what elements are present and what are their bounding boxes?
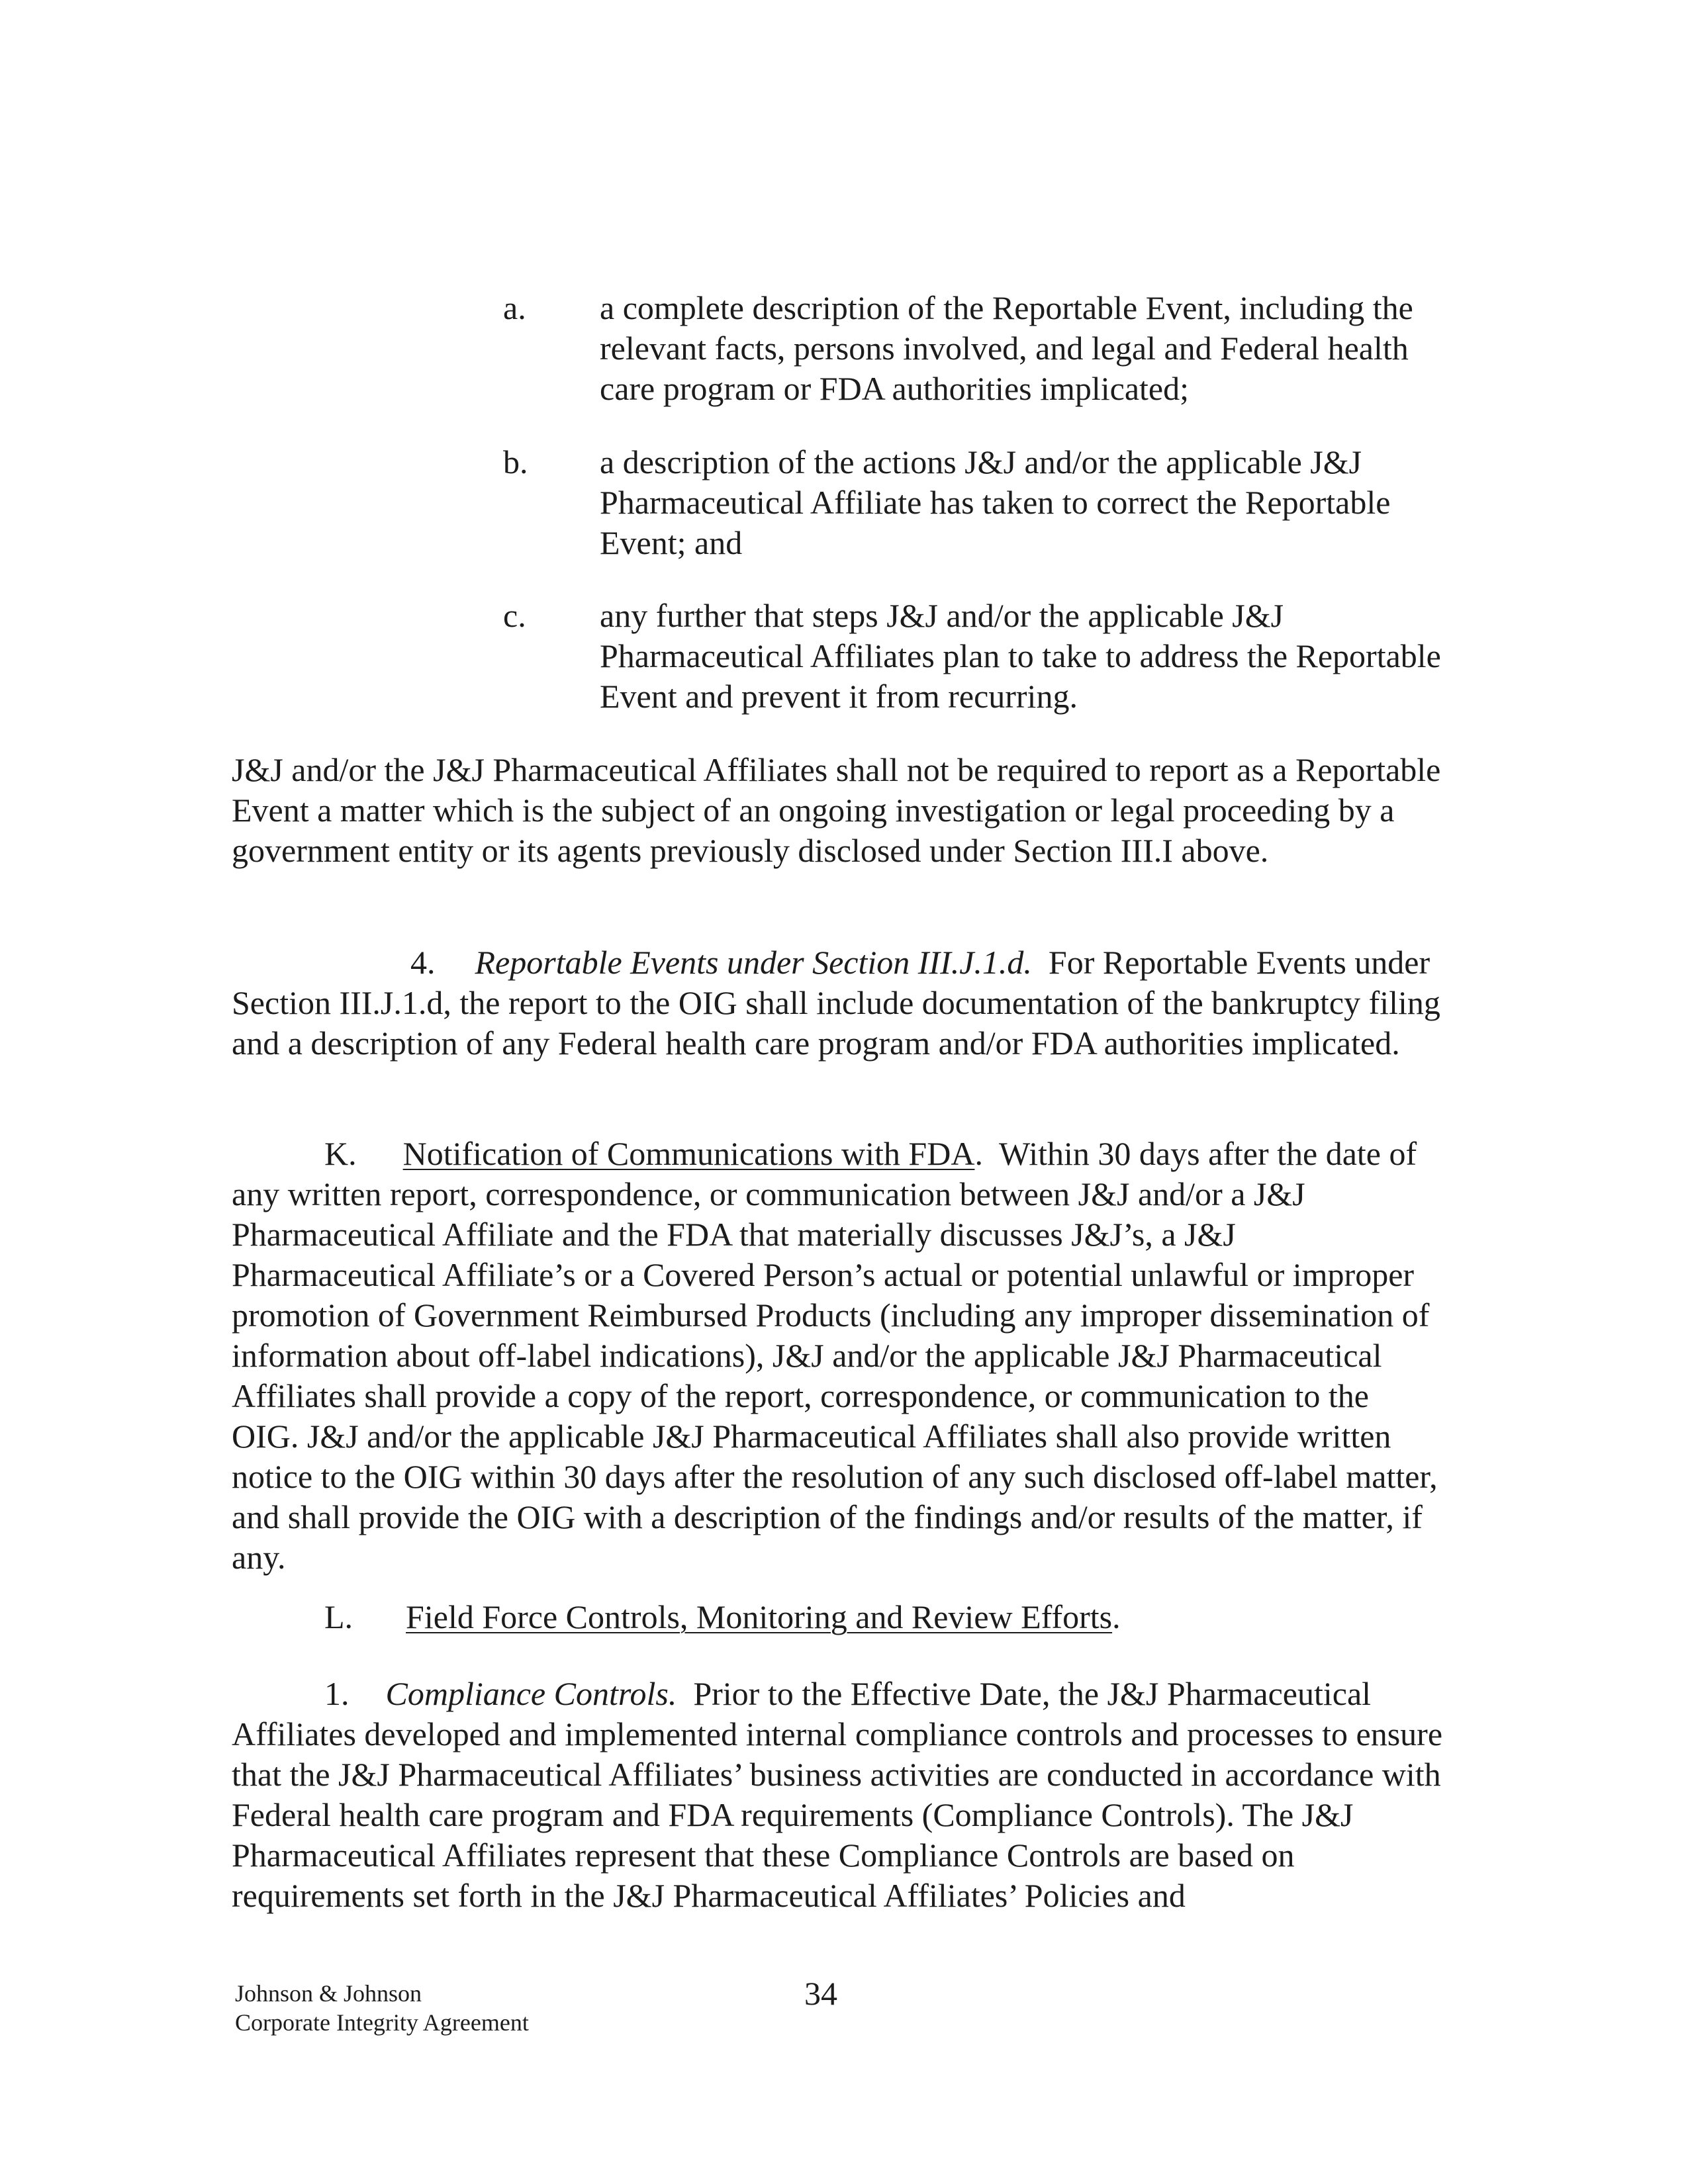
footer-document-info (235, 1979, 529, 2037)
list-item-c (503, 596, 1443, 717)
section-k-text: Within 30 days after the date of any written report, correspondence, or communication between J&J and/or a J&J Pharmaceutical Affiliate and the FDA that materially discusses J&J’s, a J&J Pharmaceutical Affiliate’s or a Covered Person’s actual or potential unlawful or improper promotion of Government Reimbursed Products (including any improper dissemination of information about off-label indications), J&J and/or the applicable J&J Pharmaceutical Affiliates shall provide a copy of the report, correspondence, or communication to the OIG. J&J and/or the applicable J&J Pharmaceutical Affiliates shall also provide written notice to the OIG within 30 days after the resolution of any such disclosed off-label matter, and shall provide the OIG with a description of the findings and/or results of the matter, if any. (232, 1135, 1438, 1576)
investigation-paragraph: J&J and/or the J&J Pharmaceutical Affiliates shall not be required to report as a Reportable Event a matter which is the subject of an ongoing investigation or legal proceeding by a government entity or its agents previously disclosed under Section III.I above. (232, 751, 1441, 869)
section-4-heading: Reportable Events under Section III.J.1.d. (475, 944, 1032, 981)
list-item-text: a complete description of the Reportable Event, including the relevant facts, persons involved, and legal and Federal health care program or FDA authorities implicated; (600, 289, 1413, 407)
section-4-paragraph (232, 942, 1443, 1064)
section-1-number: 1. (324, 1675, 350, 1712)
list-item-label: c. (503, 597, 526, 634)
list-item-label: a. (503, 289, 526, 326)
section-l-heading-paragraph: L. Field Force Controls, Monitoring and Review Efforts. (324, 1598, 1121, 1635)
section-k-heading: Notification of Communications with FDA (402, 1135, 975, 1172)
section-4-number: 4. (410, 944, 436, 981)
section-1-heading: Compliance Controls. (385, 1675, 677, 1712)
footer-document-title: Corporate Integrity Agreement (235, 2009, 529, 2036)
list-item-label: b. (503, 443, 528, 480)
section-k-letter: K. (324, 1135, 357, 1172)
footer-company: Johnson & Johnson (235, 1980, 422, 2007)
section-1-paragraph (232, 1674, 1443, 1916)
list-item-text: any further that steps J&J and/or the applicable J&J Pharmaceutical Affiliates plan to take to address the Reportable Event and prevent it from recurring. (600, 597, 1441, 715)
page-number: 34 (804, 1975, 837, 2012)
list-item-b (503, 442, 1443, 563)
section-4-text: For Reportable Events under Section III.J.1.d, the report to the OIG shall include documentation of the bankruptcy filing and a description of any Federal health care program and/or FDA authorities implicated. (232, 944, 1440, 1062)
list-item-a (503, 288, 1443, 409)
section-1-text: Prior to the Effective Date, the J&J Pharmaceutical Affiliates developed and implemented internal compliance controls and processes to ensure that the J&J Pharmaceutical Affiliates’ business activities are conducted in accordance with Federal health care program and FDA requirements (Compliance Controls). The J&J Pharmaceutical Affiliates represent that these Compliance Controls are based on requirements set forth in the J&J Pharmaceutical Affiliates’ Policies and (232, 1675, 1443, 1914)
section-l-letter: L. (324, 1598, 353, 1635)
section-l-heading: Field Force Controls, Monitoring and Review Efforts (406, 1598, 1113, 1635)
section-k-paragraph: K. Notification of Communications with FDA. Within 30 days after the date of any written report, correspondence, or communication between J&J and/or a J&J Pharmaceutical Affiliate and the FDA that materially discusses J&J’s, a J&J Pharmaceutical Affiliate’s or a Covered Person’s actual or potential unlawful or improper promotion of Government Reimbursed Products (including any improper dissemination of information about off-label indications), J&J and/or the applicable J&J Pharmaceutical Affiliates shall provide a copy of the report, correspondence, or communication to the OIG. J&J and/or the applicable J&J Pharmaceutical Affiliates shall also provide written notice to the OIG within 30 days after the resolution of any such disclosed off-label matter, and shall provide the OIG with a description of the findings and/or results of the matter, if any. (232, 1135, 1438, 1576)
list-item-text: a description of the actions J&J and/or the applicable J&J Pharmaceutical Affiliate has taken to correct the Reportable Event; and (600, 443, 1391, 561)
